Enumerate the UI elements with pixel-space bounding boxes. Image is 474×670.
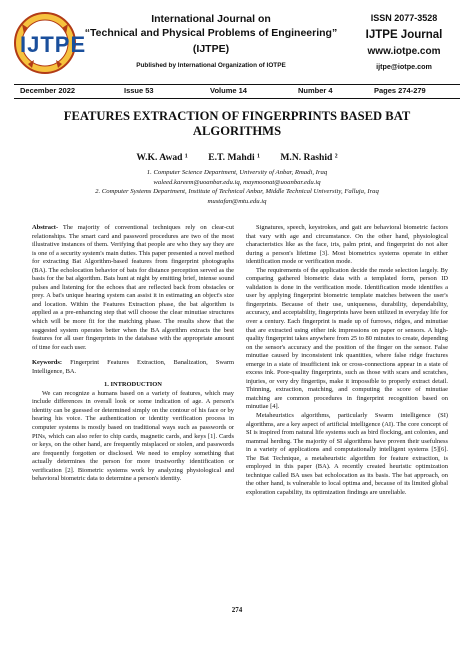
abstract xyxy=(32,224,234,352)
affiliation-2-email: mustafan@mtu.edu.iq xyxy=(207,197,267,205)
journal-email[interactable]: ijtpe@iotpe.com xyxy=(376,62,432,71)
affiliation-1-emails: waleed.kareem@uoanbar.edu.iq, maymoonat@uoanbar.edu.iq xyxy=(153,178,321,186)
journal-header xyxy=(14,10,460,82)
header-divider-top xyxy=(14,84,460,85)
body-paragraph: Signatures, speech, keystrokes, and gait are behavioral biometric factors that vary with age and circumstance. On the other hand, physiological characteristics like as the face, iris, palm print, and fingerprint do not alter during a person's lifetime [3]. Most biometrics systems operate in either identification mode or verification mode. xyxy=(246,224,448,266)
number: Number 4 xyxy=(298,86,333,95)
issue-date: December 2022 xyxy=(20,86,76,95)
page-range: Pages 274-279 xyxy=(374,86,426,95)
journal-title-line1: International Journal on xyxy=(151,13,271,25)
left-column xyxy=(32,224,234,484)
journal-title-block xyxy=(80,12,342,69)
keywords-label: Keywords: xyxy=(32,359,63,367)
author-name: W.K. Awad ¹ xyxy=(136,152,188,163)
intro-paragraph: We can recognize a humans based on a variety of features, which may include differences in overall look or some indication of age. A person's identity can be guessed or determined simply on the contour of his face or by hearing his voice. The authentication or identity verification process in computer systems is mostly based on traditional ways such as passwords or PINs, which can also refer to chip cards, magnetic cards, and keys [1]. Cards or keys, on the other hand, are frequently misplaced or stolen, and passwords are frequently forgotten or disclosed. We need to employ something that actually determines the person for more trustworthy identification or verification [2]. Biometric systems work by analyzing physiological and behavioral biometric data to determine a person's identity. xyxy=(32,389,234,483)
body-paragraph: Metaheuristics algorithms, particularly Swarm intelligence (SI) algorithms, are a key aspect of artificial intelligence (AI). The core concept of SI is inspired from natural life systems such as bird flocking, ant colonies, and mammal herding. The majority of SI algorithms have proven their usefulness in a variety of applications and computationally intelligent systems [5][6]. The Bat Technique, a metaheuristic algorithm for feature extraction, is employed in this paper (BA). A recently created heuristic optimization technique called BA uses bat echolocation as its basis. The bat approach, on the other hand, is vulnerable to local optima and, because of its limited global exploration capability, its optimization findings are unreliable. xyxy=(246,412,448,496)
affiliations xyxy=(20,168,454,206)
article-title: FEATURES EXTRACTION OF FINGERPRINTS BASED BAT ALGORITHMS xyxy=(63,109,411,138)
header-divider-bottom xyxy=(14,98,460,99)
author-name: M.N. Rashid ² xyxy=(280,152,338,163)
affiliation-1: 1. Computer Science Department, University of Anbar, Rmadi, Iraq xyxy=(146,169,328,176)
page-number: 274 xyxy=(231,606,243,614)
publisher-line: Published by International Organization of IOTPE xyxy=(136,62,286,69)
logo-text: IJTPE xyxy=(20,32,87,57)
affiliation-2: 2. Computer Systems Department, Institute of Technical Anbar, Middle Technical University, Falluja, Iraq xyxy=(95,188,379,196)
issue-info-bar xyxy=(14,86,460,98)
issn: ISSN 2077-3528 xyxy=(370,13,438,23)
author-list xyxy=(40,152,434,163)
volume: Volume 14 xyxy=(210,86,247,95)
abstract-label: Abstract- xyxy=(32,224,59,231)
right-column xyxy=(246,224,448,498)
issue-number: Issue 53 xyxy=(124,86,154,95)
journal-name: IJTPE Journal xyxy=(365,29,443,41)
journal-abbreviation: (IJTPE) xyxy=(192,43,230,55)
journal-logo xyxy=(14,10,87,76)
body-paragraph: The requirements of the application decide the mode selection largely. By comparing gathered biometric data with a templated form, person ID validation is done in the verification mode. Identification mode identifies a user by applying fingerprint biometric template matches between the user's fingerprints. Because of their use, uniqueness, durability, dependability, accuracy, and acceptability, fingerprints have been utilized in everyday life for over a century. Each fingerprint is made up of furrows, ridges, and minutiae that are extracted using either ink impressions on paper or sensors. A high-quality fingerprint takes anywhere from 25 to 80 minutes to create, depending on the sensor's accuracy and the position of the finger on the sensor. False minutiae caused by inconsistent ink quantities, where false ridge fractures emerge in a state of insufficient ink or cross-connections appear in a state of excess ink. Poor-quality fingerprints, such as those with scars and scratches, injuries, or very dry fingertips, make it impossible to properly extract detail. Thinning, extraction, matching, and computing the score of minutiae matching are common procedures in fingerprint recognition based on minutiae [4]. xyxy=(246,266,448,411)
abstract-text: The majority of conventional techniques rely on clear-cut relationships. The smart card and password procedures are two of the most illustrative instances of them. Verifying that people are who they say they are is one of a security system's main duties. This paper presented a novel method for extracting Bat Algorithm-based features from fingerprint photographs (BA). The echolocation behavior of bats for distance perception served as the basis for the bat algorithm. Bats hunt at night by emitting brief, intense sound pulses and listening for the echoes that are reflected back from obstacles or prey. A bat's unique hearing system can assist it in estimating an object's size and location. Within the Features Extraction phase, the bat algorithm is applied as a pre-enhancing step that will choose the clear minutiae structures which will be more fit for the matching phase. The results show that the suggested system operates better when the BA algorithm extracts the best features for all user fingerprints in the database with the appropriate amount of time for each user. xyxy=(32,224,234,351)
journal-title-line2: “Technical and Physical Problems of Engineering” xyxy=(84,27,338,39)
author-name: E.T. Mahdi ¹ xyxy=(208,152,260,163)
keywords-text: Fingerprint Features Extraction, Banalization, Swarm Intelligence, BA. xyxy=(32,359,234,375)
journal-id-block xyxy=(348,12,460,73)
journal-website[interactable]: www.iotpe.com xyxy=(367,46,441,57)
section-heading-introduction: 1. INTRODUCTION xyxy=(104,381,162,389)
keywords xyxy=(32,359,234,376)
